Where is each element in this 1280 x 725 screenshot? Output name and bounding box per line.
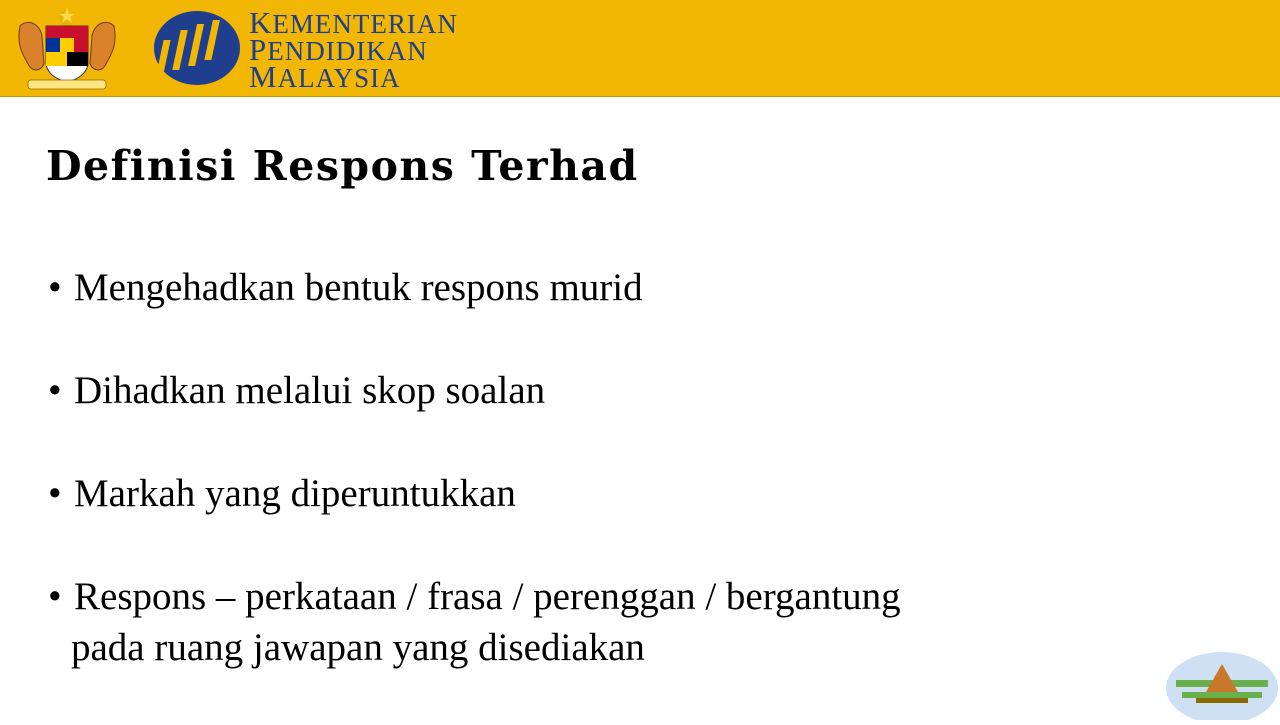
- ministry-line-3: MALAYSIA: [249, 59, 401, 94]
- ministry-name: [249, 5, 458, 94]
- ministry-line-1: KEMENTERIAN: [249, 5, 458, 40]
- bullet-list: [48, 262, 901, 725]
- bullet-dot: •: [48, 472, 62, 515]
- slide-title: Definisi Respons Terhad: [46, 142, 639, 190]
- bullet-dot: •: [48, 575, 62, 618]
- bullet-item: • Markah yang diperuntukkan: [48, 468, 901, 519]
- header-banner: [0, 0, 1280, 97]
- bullet-dot: •: [48, 266, 62, 309]
- ministry-line-2: PENDIDIKAN: [249, 32, 428, 67]
- lembaga-peperiksaan-logo-icon: [1162, 650, 1280, 720]
- bullet-item: • Mengehadkan bentuk respons murid: [48, 262, 901, 313]
- bullet-item: • Respons – perkataan / frasa / perenggan / bergantung pada ruang jawapan yang disediakan: [48, 571, 901, 673]
- bullet-dot: •: [48, 369, 62, 412]
- kpm-logo-icon: [153, 10, 241, 86]
- bullet-item: • Dihadkan melalui skop soalan: [48, 365, 901, 416]
- malaysia-coat-of-arms-icon: [14, 6, 120, 92]
